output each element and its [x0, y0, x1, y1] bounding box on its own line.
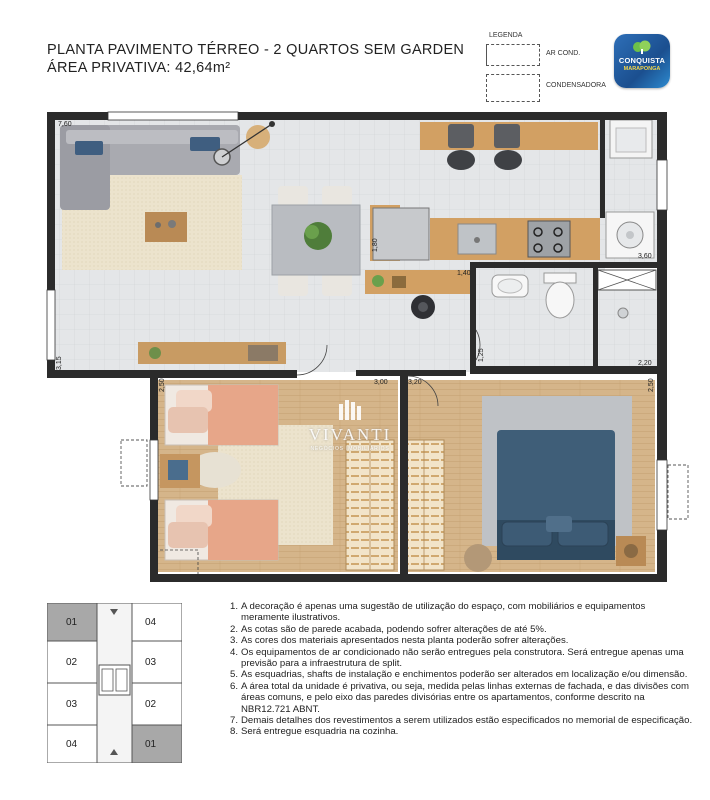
title-line-1: PLANTA PAVIMENTO TÉRREO - 2 QUARTOS SEM GARDEN [47, 42, 465, 58]
vivanti-watermark [300, 400, 400, 452]
note-item: 4. Os equipamentos de ar condicionado não serão entregues pela construtora. Será entregue apenas uma previsão para a infraestrutura de split. [230, 646, 684, 670]
unit-label: 02 [66, 657, 78, 668]
building-icon [335, 400, 365, 420]
dim-bed1-side: 2,50 [159, 378, 166, 392]
fridge [373, 208, 429, 260]
key-plan [47, 603, 182, 768]
unit-label: 01 [145, 739, 157, 750]
dining-chair [322, 272, 352, 296]
unit-label: 03 [145, 657, 157, 668]
ac-legend-label: AR COND. [546, 50, 581, 57]
unit-label: 03 [66, 699, 78, 710]
coffee-table [145, 212, 187, 242]
dim-kitchen: 1,80 [372, 238, 379, 252]
side-table [246, 125, 270, 149]
logo-subtitle: MARAPONGA [623, 66, 661, 72]
dim-living-side: 3,15 [56, 356, 63, 370]
logo-name: CONQUISTA [618, 56, 666, 65]
dim-bed1-top: 3,00 [374, 379, 388, 386]
note-item: 3. As cores dos materiais apresentados nesta planta poderão sofrer alterações. [230, 635, 569, 647]
dining-chair [322, 186, 352, 206]
note-item: 5. As esquadrias, shafts de instalação e enchimentos poderão ser alterados em localização e/ou dimensão. [230, 669, 688, 681]
stool [448, 124, 474, 148]
dim-shaft: 2,20 [638, 360, 652, 367]
dining-chair [278, 272, 308, 296]
condenser-legend-label: CONDENSADORA [546, 82, 606, 89]
cushion [75, 141, 103, 155]
legend-title: LEGENDA [489, 32, 523, 39]
watermark-subtitle: NEGÓCIOS IMOBILIÁRIOS [310, 446, 390, 452]
notes-list [230, 601, 695, 738]
unit-label: 02 [145, 699, 157, 710]
unit-label: 01 [66, 617, 78, 628]
dim-living-top: 7,60 [58, 121, 72, 128]
note-item: 1. A decoração é apenas uma sugestão de utilização do espaço, com mobiliários e equipamentos meramente ilustrativos. [230, 601, 646, 624]
unit-label: 04 [66, 739, 78, 750]
dining-chair [278, 186, 308, 206]
toilet [546, 282, 574, 318]
note-item: 2. As cotas são de parede acabada, podendo sofrer alterações de até 5%. [230, 623, 547, 635]
note-item: 7. Demais detalhes dos revestimentos a serem utilizados estão especificados no memorial de especificação. [230, 715, 693, 727]
watermark-name: VIVANTI [308, 425, 392, 444]
dim-bed2-side: 2,50 [648, 378, 655, 392]
stool [494, 124, 520, 148]
drain-icon [618, 308, 628, 318]
title-line-2: ÁREA PRIVATIVA: 42,64m² [47, 60, 231, 76]
kitchen-counter [430, 218, 600, 260]
note-item: 6. A área total da unidade é privativa, ou seja, medida pelas linhas externas de fachada, e das divisões com áreas comuns, e pelo eixo das paredes divisórias entre os apartamentos, conforme descrito na NBR12.721 ABNT. [230, 680, 689, 715]
note-item: 8. Será entregue esquadria na cozinha. [230, 726, 399, 738]
dim-shelf: 1,40 [457, 270, 471, 277]
dim-bath: 1,25 [478, 348, 485, 362]
unit-label: 04 [145, 617, 157, 628]
cooktop [528, 221, 570, 257]
pouf [464, 544, 492, 572]
dim-bed2-top: 3,20 [408, 379, 422, 386]
laptop-icon [168, 460, 188, 480]
cushion [190, 137, 220, 151]
dim-service: 3,60 [638, 253, 652, 260]
